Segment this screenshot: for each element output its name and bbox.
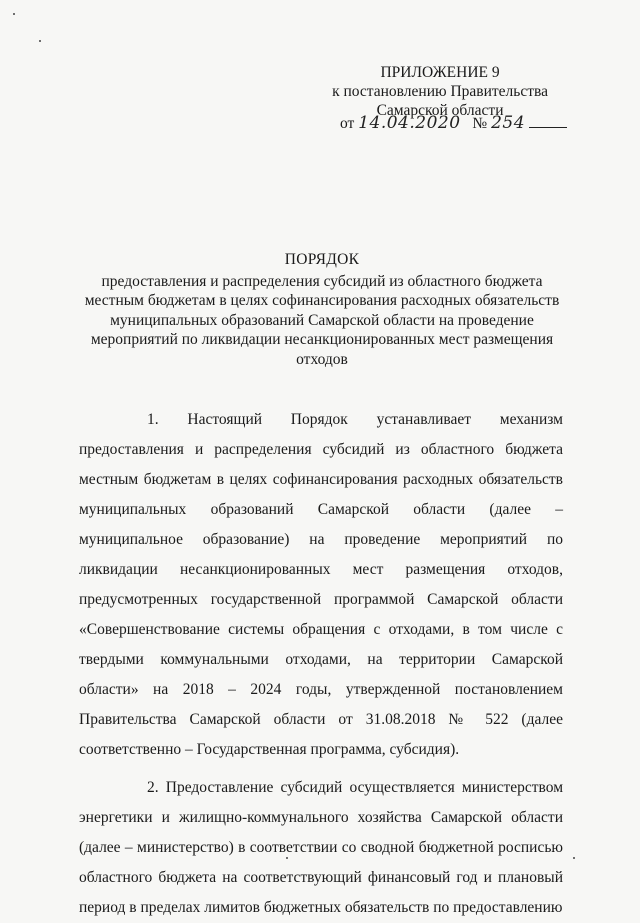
scan-speck (39, 40, 41, 42)
appendix-block (332, 63, 548, 120)
document-title: ПОРЯДОК (284, 251, 360, 268)
appendix-title: ПРИЛОЖЕНИЕ 9 (380, 64, 500, 81)
document-title-block (72, 250, 572, 369)
title-line: местным бюджетам в целях софинансирования расходных обязательств (84, 292, 560, 309)
title-line: муниципальных образований Самарской области на проведение (110, 311, 534, 329)
handwritten-number: 254 (491, 113, 526, 133)
title-line: предоставления и распределения субсидий из областного бюджета (101, 272, 543, 290)
decree-date-line (340, 113, 567, 133)
decree-authority: Самарской области (376, 102, 504, 119)
number-prefix: № (472, 115, 488, 132)
scan-speck (573, 857, 575, 859)
document-body (79, 405, 563, 923)
scan-speck (13, 13, 15, 15)
paragraph-2: 2. Предоставление субсидий осуществляется министерством энергетики и жилищно-коммунального хозяйства Самарской области (далее – министерство) в соответствии со сводной бюджетной росписью областного бюджета на соответствующий финансовый год и плановый период в пределах лимитов бюджетных обязательств по предоставлению (79, 779, 563, 916)
date-prefix: от (340, 115, 355, 132)
signature-underline (529, 115, 567, 128)
decree-reference: к постановлению Правительства (332, 83, 548, 100)
title-line: мероприятий по ликвидации несанкционированных мест размещения (90, 331, 554, 348)
paragraph-1: 1. Настоящий Порядок устанавливает механизм предоставления и распределения субсидий из областного бюджета местным бюджетам в целях софинансирования расходных обязательств муниципальных образований Самарской области (далее – муниципальное образование) на проведение мероприятий по ликвидации несанкционированных мест размещения отходов, предусмотренных государственной программой Самарской области «Совершенствование системы обращения с отходами, в том числе с твердыми коммунальными отходами, на территории Самарской области» на 2018 – 2024 годы, утвержденной постановлением Правительства Самарской области от 31.08.2018 № 522 (далее соответственно – Государственная программа, субсидия). (79, 411, 563, 758)
handwritten-date: 14.04.2020 (358, 113, 461, 133)
title-line: отходов (296, 350, 348, 368)
